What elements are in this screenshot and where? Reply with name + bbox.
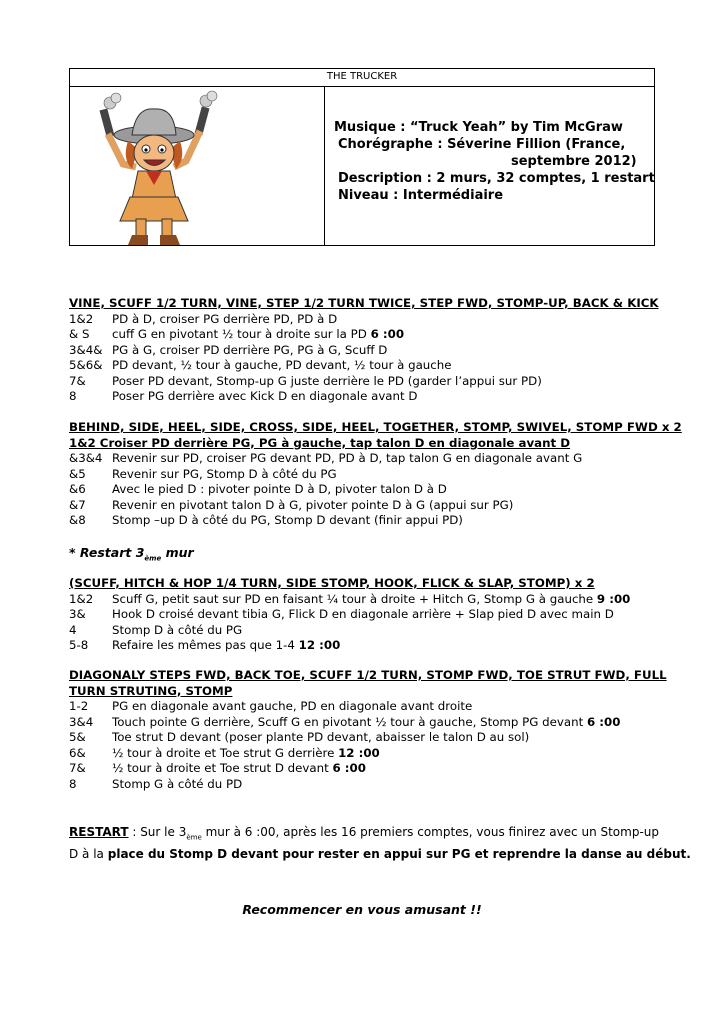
description-line: Description : 2 murs, 32 comptes, 1 restart (338, 171, 655, 186)
step-wall: 12 :00 (338, 745, 380, 760)
step-text: Poser PD devant, Stomp-up G juste derrière le PD (garder l’appui sur PD) (112, 373, 542, 388)
step-count: 5& (69, 730, 86, 744)
step-text: Scuff G, petit saut sur PD en faisant ¼ tour à droite + Hitch G, Stomp G à gauche (112, 591, 597, 606)
step-count: 1&2 (69, 311, 94, 326)
step-row (69, 715, 667, 731)
step-row (69, 730, 667, 746)
section-2 (69, 420, 682, 529)
step-text: ½ tour à droite et Toe strut G derrière (112, 745, 339, 760)
step-count: & S (69, 327, 90, 341)
step-count: &8 (69, 513, 86, 527)
step-count: 8 (69, 776, 77, 791)
cowgirl-illustration (88, 89, 218, 251)
step-wall: 6 :00 (332, 761, 366, 775)
section-4 (69, 668, 667, 792)
section-title: VINE, SCUFF 1/2 TURN, VINE, STEP 1/2 TURN TWICE, STEP FWD, STOMP-UP, BACK & KICK (69, 296, 659, 310)
step-count: 4 (69, 622, 77, 637)
section-title: BEHIND, SIDE, HEEL, SIDE, CROSS, SIDE, HEEL, TOGETHER, STOMP, SWIVEL, STOMP FWD x 2 (69, 420, 682, 434)
section-3 (69, 576, 631, 654)
step-count: 3&4 (69, 714, 94, 729)
step-row (69, 623, 595, 639)
step-text: Poser PG derrière avec Kick D en diagonale avant D (112, 389, 418, 403)
step-text: PD devant, ½ tour à gauche, PD devant, ½ tour à gauche (112, 358, 452, 372)
step-count: &3&4 (69, 451, 103, 465)
section-title-cont: TURN STRUTING, STOMP (69, 683, 233, 698)
step-count: &5 (69, 466, 86, 481)
step-text: Hook D croisé devant tibia G, Flick D en diagonale arrière + Slap pied D avec main D (112, 607, 614, 621)
step-text: cuff G en pivotant ½ tour à droite sur la PD (112, 327, 371, 341)
step-text: PD à D, croiser PG derrière PD, PD à D (112, 311, 338, 326)
step-row (69, 761, 667, 777)
note-prefix: * Restart 3 (69, 545, 145, 560)
step-text: Refaire les mêmes pas que 1-4 (112, 638, 299, 652)
dance-title: THE TRUCKER (70, 69, 654, 87)
restart-paragraph (69, 824, 691, 863)
step-row (69, 746, 667, 762)
step-text: Stomp D à côté du PG (112, 622, 243, 637)
step-row (69, 343, 659, 359)
step-text: Revenir sur PD, croiser PG devant PD, PD à D, tap talon G en diagonale avant G (112, 451, 583, 465)
step-count: 1&2 (69, 591, 94, 606)
step-row (69, 482, 682, 498)
step-count: 3&4& (69, 342, 103, 357)
choreographer-line: Chorégraphe : Séverine Fillion (France, (338, 137, 626, 152)
step-count: &6 (69, 482, 86, 496)
restart-text-c: D à la (69, 847, 108, 862)
step-row (69, 699, 667, 715)
step-count: 8 (69, 389, 77, 403)
step-wall: 9 :00 (596, 591, 631, 606)
step-row (69, 451, 682, 467)
step-text: Toe strut D devant (poser plante PD devant, abaisser le talon D au sol) (112, 730, 530, 744)
step-row (69, 312, 659, 328)
restart-label: RESTART (69, 825, 129, 839)
closing-text: Recommencer en vous amusant !! (242, 902, 482, 917)
step-row (69, 777, 667, 793)
step-count: 7& (69, 761, 86, 775)
restart-sup: ème (186, 833, 202, 842)
step-row (69, 389, 659, 405)
music-line: Musique : “Truck Yeah” by Tim McGraw (334, 120, 623, 135)
step-count: 3& (69, 607, 86, 621)
restart-text-bold: place du Stomp D devant pour rester en appui sur PG et reprendre la danse au début. (107, 847, 691, 862)
step-count: 7& (69, 373, 86, 388)
header-table (69, 68, 655, 246)
step-row (69, 638, 595, 654)
restart-text-b: mur à 6 :00, après les 16 premiers comptes, vous finirez avec un Stomp-up (201, 825, 660, 839)
step-row (69, 327, 659, 343)
step-row (69, 591, 631, 608)
table-divider (324, 86, 325, 246)
step-wall: 12 :00 (298, 638, 341, 652)
level-line: Niveau : Intermédiaire (338, 188, 504, 203)
step-text: PG à G, croiser PD derrière PG, PG à G, Scuff D (112, 342, 388, 357)
step-row (69, 513, 682, 529)
section-title: DIAGONALY STEPS FWD, BACK TOE, SCUFF 1/2 TURN, STOMP FWD, TOE STRUT FWD, FULL (69, 668, 667, 682)
step-count: 5&6& (69, 358, 103, 372)
step-wall: 6 :00 (586, 714, 621, 729)
step-text: Revenir en pivotant talon D à G, pivoter pointe D à G (appui sur PG) (112, 497, 514, 512)
dance-info (334, 119, 655, 204)
step-row (69, 358, 659, 374)
restart-note (69, 545, 194, 563)
step-text: Touch pointe G derrière, Scuff G en pivotant ½ tour à gauche, Stomp PG devant (112, 714, 587, 729)
step-count: &7 (69, 497, 86, 512)
date-line: septembre 2012) (511, 154, 637, 169)
step-text: ½ tour à droite et Toe strut D devant (112, 761, 333, 775)
step-text: PG en diagonale avant gauche, PD en diagonale avant droite (112, 699, 473, 713)
step-text: Stomp –up D à côté du PG, Stomp D devant (finir appui PD) (112, 513, 463, 527)
step-row (69, 467, 682, 483)
step-count: 1-2 (69, 699, 89, 713)
note-suffix: mur (161, 545, 194, 560)
step-wall: 6 :00 (370, 327, 405, 341)
step-text: Revenir sur PG, Stomp D à côté du PG (112, 466, 337, 481)
step-text: Avec le pied D : pivoter pointe D à D, pivoter talon D à D (112, 482, 447, 496)
step-count: 5-8 (69, 638, 89, 652)
restart-text-a: : Sur le 3 (128, 825, 187, 839)
step-count: 6& (69, 745, 86, 760)
section-subtitle: 1&2 Croiser PD derrière PG, PG à gauche, tap talon D en diagonale avant D (69, 435, 571, 450)
section-1 (69, 296, 659, 405)
step-row (69, 607, 614, 623)
section-title: (SCUFF, HITCH & HOP 1/4 TURN, SIDE STOMP, HOOK, FLICK & SLAP, STOMP) x 2 (69, 576, 595, 590)
note-sup: ème (144, 554, 162, 563)
step-row (69, 374, 659, 390)
step-text: Stomp G à côté du PD (112, 776, 243, 791)
step-row (69, 498, 682, 514)
